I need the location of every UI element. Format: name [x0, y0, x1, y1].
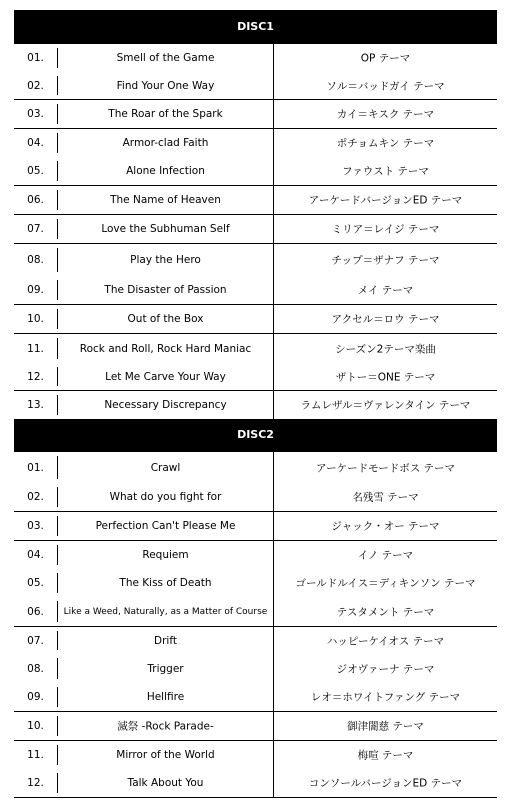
track-row	[14, 99, 497, 128]
track-title: The Disaster of Passion	[104, 284, 227, 296]
track-row	[14, 597, 497, 626]
track-theme: アクセル＝ロウ テーマ	[331, 313, 440, 326]
track-number: 04.	[27, 549, 44, 561]
track-theme: ポチョムキン テーマ	[336, 137, 435, 150]
track-theme: テスタメント テーマ	[336, 606, 435, 618]
track-theme: チップ＝ザナフ テーマ	[331, 254, 440, 267]
track-theme: ジャック・オー テーマ	[331, 520, 440, 533]
track-theme: メイ テーマ	[357, 284, 414, 297]
track-title: Requiem	[142, 549, 189, 561]
table-bottom-border	[14, 797, 497, 798]
track-number: 13.	[27, 399, 44, 411]
track-number: 03.	[27, 520, 44, 532]
track-row	[14, 363, 497, 390]
track-theme: ファウスト テーマ	[342, 165, 429, 178]
disc-label: DISC1	[237, 20, 274, 33]
track-title: Smell of the Game	[116, 52, 215, 64]
track-title: Like a Weed, Naturally, as a Matter of Course	[63, 606, 268, 617]
track-number: 05.	[27, 165, 44, 177]
track-number: 05.	[27, 577, 44, 589]
track-row	[14, 711, 497, 740]
track-title: Mirror of the World	[116, 749, 215, 761]
track-theme: 名残雪 テーマ	[352, 491, 419, 504]
track-number: 11.	[27, 749, 44, 761]
track-row	[14, 483, 497, 511]
track-title: Drift	[154, 634, 177, 647]
disc-header	[14, 10, 497, 43]
track-title: Hellfire	[146, 691, 185, 703]
track-title: What do you fight for	[109, 491, 222, 503]
track-row	[14, 243, 497, 276]
track-row	[14, 654, 497, 683]
track-row	[14, 276, 497, 304]
track-title: Let Me Carve Your Way	[105, 370, 226, 383]
tracklist-table	[14, 10, 497, 798]
track-row	[14, 540, 497, 569]
track-title: 滅祭 -Rock Parade-	[117, 720, 214, 733]
track-row	[14, 626, 497, 654]
track-title: Out of the Box	[127, 313, 204, 325]
track-row	[14, 683, 497, 711]
track-title: Alone Infection	[126, 165, 205, 177]
track-theme: アーケードバージョンED テーマ	[308, 194, 463, 207]
track-number: 12.	[27, 370, 44, 383]
track-number: 12.	[27, 777, 44, 789]
track-number: 10.	[27, 720, 44, 732]
track-theme: レオ＝ホワイトファング テーマ	[310, 691, 461, 704]
track-row	[14, 157, 497, 185]
disc-label: DISC2	[237, 428, 274, 441]
track-row	[14, 214, 497, 243]
track-title: Find Your One Way	[116, 79, 215, 92]
track-number: 03.	[27, 108, 44, 120]
track-theme: ゴールドルイス＝ディキンソン テーマ	[295, 577, 476, 590]
track-number: 07.	[27, 634, 44, 647]
track-theme: ソル＝バッドガイ テーマ	[326, 80, 445, 92]
track-number: 07.	[27, 223, 44, 235]
track-theme: イノ テーマ	[357, 549, 414, 562]
track-title: Necessary Discrepancy	[104, 399, 227, 411]
track-number: 09.	[27, 691, 44, 703]
track-title: The Name of Heaven	[110, 194, 221, 206]
track-row	[14, 451, 497, 483]
track-title: Armor-clad Faith	[122, 137, 209, 149]
track-number: 06.	[27, 194, 44, 206]
track-theme: OP テーマ	[360, 52, 411, 65]
track-number: 09.	[27, 284, 44, 296]
track-number: 01.	[27, 461, 44, 474]
track-theme: ザトー＝ONE テーマ	[335, 371, 436, 383]
track-theme: ジオヴァーナ テーマ	[336, 663, 435, 675]
track-row	[14, 769, 497, 797]
track-row	[14, 43, 497, 72]
track-theme: 御津闇慈 テーマ	[347, 720, 424, 733]
track-theme: シーズン2テーマ楽曲	[335, 343, 436, 355]
track-row	[14, 390, 497, 419]
track-number: 06.	[27, 605, 44, 618]
track-title: Love the Subhuman Self	[101, 223, 230, 235]
track-title: Crawl	[150, 461, 181, 474]
track-row	[14, 128, 497, 157]
track-number: 11.	[27, 342, 44, 355]
track-title: The Roar of the Spark	[108, 108, 223, 120]
track-theme: 梅喧 テーマ	[357, 749, 414, 762]
track-row	[14, 569, 497, 597]
track-number: 02.	[27, 79, 44, 92]
track-number: 02.	[27, 491, 44, 503]
track-row	[14, 72, 497, 99]
track-title: Trigger	[147, 662, 184, 675]
track-theme: アーケードモードボス テーマ	[315, 462, 456, 474]
track-number: 10.	[27, 313, 44, 325]
track-theme: ミリア＝レイジ テーマ	[331, 223, 440, 236]
track-theme: コンソールバージョンED テーマ	[308, 777, 463, 790]
track-title: Play the Hero	[130, 254, 201, 266]
track-row	[14, 304, 497, 333]
track-number: 08.	[27, 662, 44, 675]
track-row	[14, 740, 497, 769]
track-number: 08.	[27, 254, 44, 266]
track-row	[14, 511, 497, 540]
track-title: The Kiss of Death	[119, 577, 212, 589]
track-number: 04.	[27, 137, 44, 149]
disc-header	[14, 419, 497, 451]
track-theme: カイ＝キスク テーマ	[336, 108, 435, 121]
track-theme: ハッピーケイオス テーマ	[326, 635, 445, 647]
track-row	[14, 185, 497, 214]
track-number: 01.	[27, 52, 44, 64]
track-row	[14, 333, 497, 363]
track-title: Perfection Can't Please Me	[95, 520, 236, 532]
track-title: Rock and Roll, Rock Hard Maniac	[79, 342, 252, 355]
track-theme: ラムレザル＝ヴァレンタイン テーマ	[300, 399, 471, 412]
track-title: Talk About You	[127, 777, 204, 789]
